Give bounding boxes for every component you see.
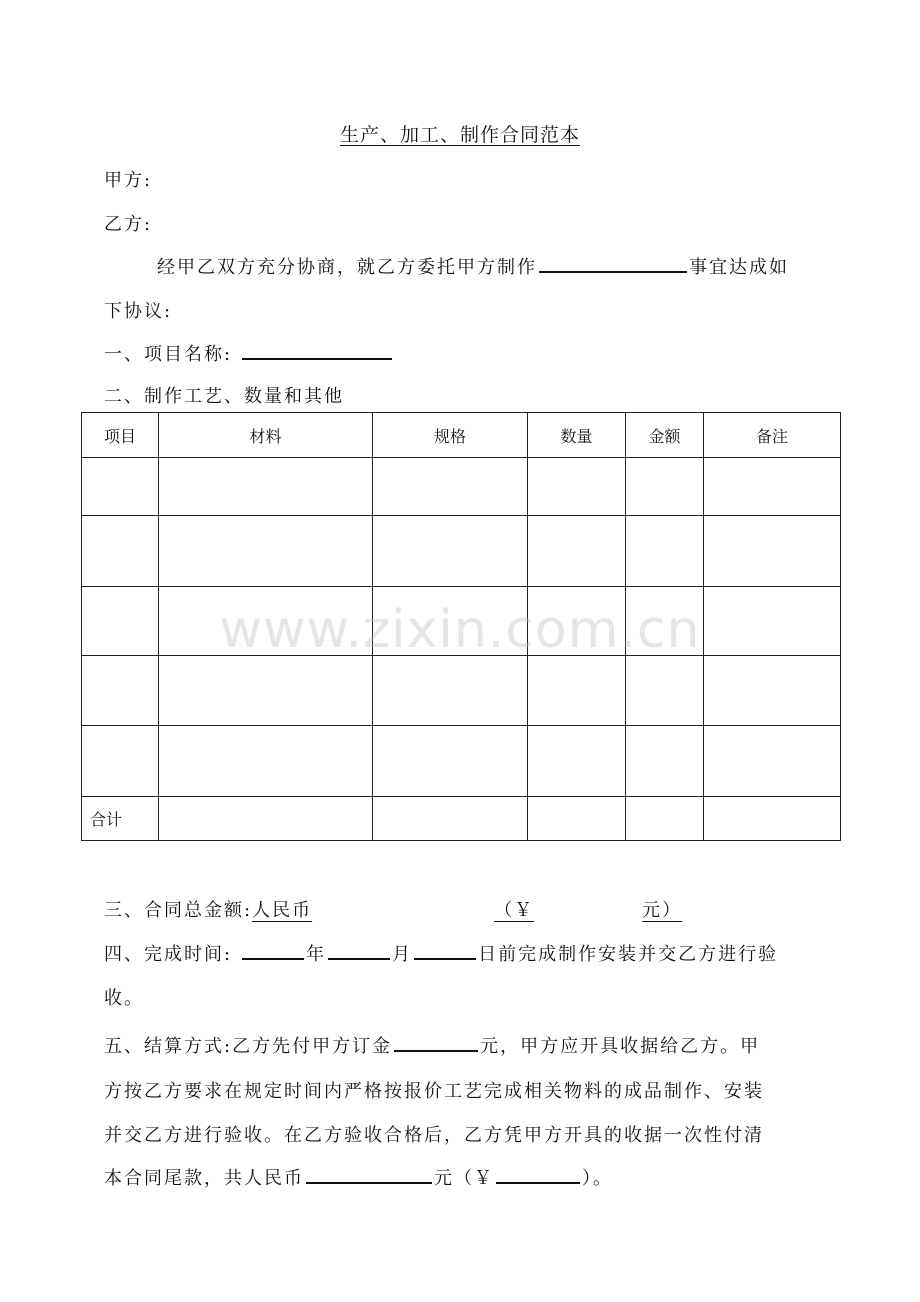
yuan-label: 元（￥ [434,1168,494,1189]
yuan-close: 元） [642,900,683,921]
project-name-label: 一、项目名称: [104,344,233,365]
table-row [82,458,841,516]
section-3 [104,896,682,922]
completion-time-label: 四、完成时间: [104,944,233,965]
section-4 [104,940,778,966]
table-row [82,726,841,797]
year-blank [242,942,304,960]
header-amount: 金额 [626,413,704,458]
section-2-heading: 二、制作工艺、数量和其他 [104,386,344,407]
header-spec: 规格 [373,413,528,458]
header-remarks: 备注 [704,413,841,458]
project-name-blank [242,342,392,360]
document-title: 生产、加工、制作合同范本 [339,124,580,146]
settlement-label: 五、结算方式:乙方先付甲方订金 [104,1036,393,1057]
commission-item-blank [539,255,687,273]
intro-text-after: 事宜达成如 [689,257,789,278]
month-blank [328,942,390,960]
final-payment-yuan-blank [496,1166,580,1184]
section-5-line4 [104,1164,613,1190]
table-header-row [82,413,841,458]
intro-line2: 下协议: [104,301,173,322]
total-amount-label: 三、合同总金额: [104,900,253,921]
section-5-line1 [104,1032,760,1058]
watermark: www.zixin.com.cn [219,600,701,660]
party-b-label: 乙方: [104,214,153,235]
completion-text: 日前完成制作安装并交乙方进行验 [478,944,779,965]
section-5-line3: 并交乙方进行验收。在乙方验收合格后，乙方凭甲方开具的收据一次性付清 [104,1125,764,1146]
closing-paren: ）。 [582,1168,613,1189]
header-item: 项目 [82,413,159,458]
header-material: 材料 [159,413,373,458]
settlement-text: 元，甲方应开具收据给乙方。甲 [480,1036,761,1057]
yuan-symbol-open: （￥ [494,900,535,921]
deposit-blank [394,1034,478,1052]
total-label: 合计 [82,797,159,841]
section-1 [104,340,394,366]
year-label: 年 [306,944,327,965]
party-a-label: 甲方: [104,170,153,191]
intro-text-before: 经甲乙双方充分协商，就乙方委托甲方制作 [157,257,537,278]
day-blank [414,942,476,960]
header-quantity: 数量 [528,413,626,458]
final-payment-text: 本合同尾款，共人民币 [104,1168,304,1189]
section-5-line2: 方按乙方要求在规定时间内严格按报价工艺完成相关物料的成品制作、安装 [104,1081,764,1102]
total-amount-line [252,900,682,921]
section-4-line2: 收。 [104,988,144,1009]
rmb-label: 人民币 [252,900,313,921]
table-total-row [82,797,841,841]
intro-paragraph [157,253,789,279]
month-label: 月 [392,944,413,965]
table-row [82,516,841,587]
table-row [82,656,841,726]
final-payment-blank [306,1166,432,1184]
